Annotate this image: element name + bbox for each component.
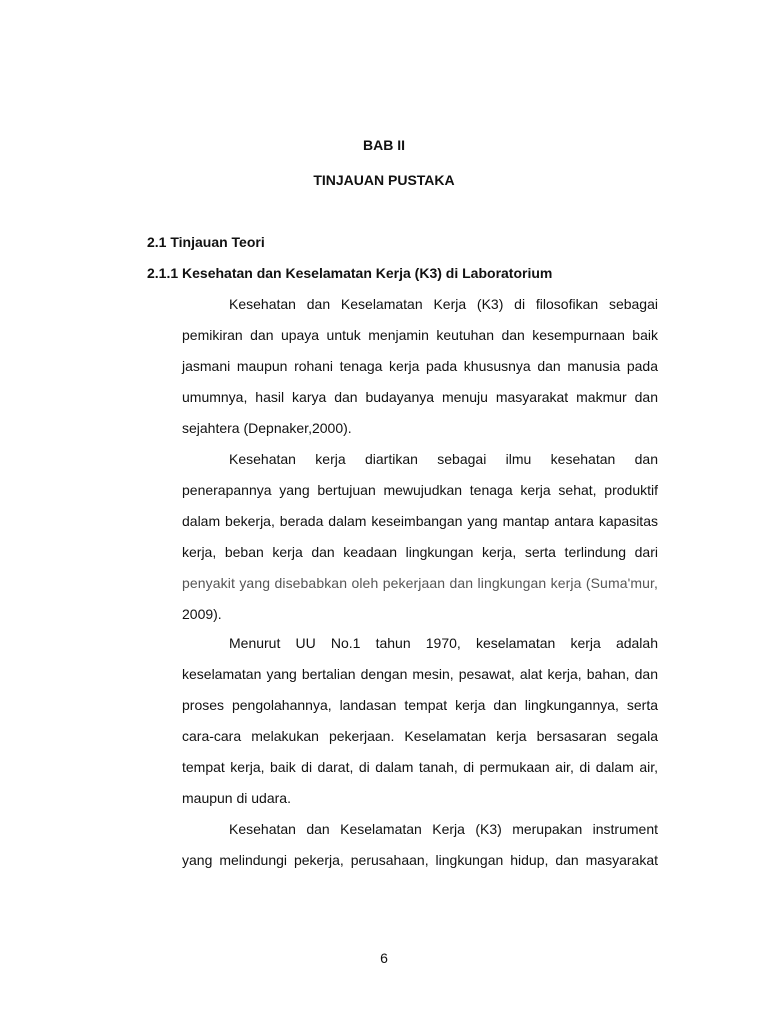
section-heading: 2.1 Tinjauan Teori [147, 234, 265, 250]
paragraph-4-line: Kesehatan dan Keselamatan Kerja (K3) merupakan instrument [229, 821, 658, 837]
paragraph-1-line: sejahtera (Depnaker,2000). [182, 420, 352, 436]
paragraph-2-line: kerja, beban kerja dan keadaan lingkungan kerja, serta terlindung dari [182, 544, 658, 560]
paragraph-1-line: umumnya, hasil karya dan budayanya menuju masyarakat makmur dan [182, 389, 658, 405]
paragraph-2-line: dalam bekerja, berada dalam keseimbangan yang mantap antara kapasitas [182, 513, 658, 529]
paragraph-3-line: Menurut UU No.1 tahun 1970, keselamatan kerja adalah [229, 635, 658, 651]
paragraph-2-line: penyakit yang disebabkan oleh pekerjaan dan lingkungan kerja (Suma'mur, [182, 575, 658, 591]
subsection-heading: 2.1.1 Kesehatan dan Keselamatan Kerja (K3) di Laboratorium [147, 265, 553, 281]
page-number: 6 [380, 950, 388, 966]
paragraph-2-line: 2009). [182, 606, 222, 622]
paragraph-2-line: Kesehatan kerja diartikan sebagai ilmu kesehatan dan [229, 451, 658, 467]
paragraph-1-line: Kesehatan dan Keselamatan Kerja (K3) di filosofikan sebagai [229, 296, 658, 312]
paragraph-3-line: maupun di udara. [182, 790, 291, 806]
chapter-title: TINJAUAN PUSTAKA [313, 172, 455, 188]
paragraph-3-line: cara-cara melakukan pekerjaan. Keselamatan kerja bersasaran segala [182, 728, 658, 744]
paragraph-3-line: tempat kerja, baik di darat, di dalam tanah, di permukaan air, di dalam air, [182, 759, 658, 775]
paragraph-1-line: pemikiran dan upaya untuk menjamin keutuhan dan kesempurnaan baik [182, 327, 658, 343]
paragraph-3-line: proses pengolahannya, landasan tempat kerja dan lingkungannya, serta [182, 697, 658, 713]
paragraph-2-line: penerapannya yang bertujuan mewujudkan tenaga kerja sehat, produktif [182, 482, 658, 498]
paragraph-3-line: keselamatan yang bertalian dengan mesin, pesawat, alat kerja, bahan, dan [182, 666, 658, 682]
chapter-number: BAB II [363, 137, 405, 153]
paragraph-4-line: yang melindungi pekerja, perusahaan, lingkungan hidup, dan masyarakat [182, 852, 658, 868]
paragraph-1-line: jasmani maupun rohani tenaga kerja pada khususnya dan manusia pada [182, 358, 658, 374]
